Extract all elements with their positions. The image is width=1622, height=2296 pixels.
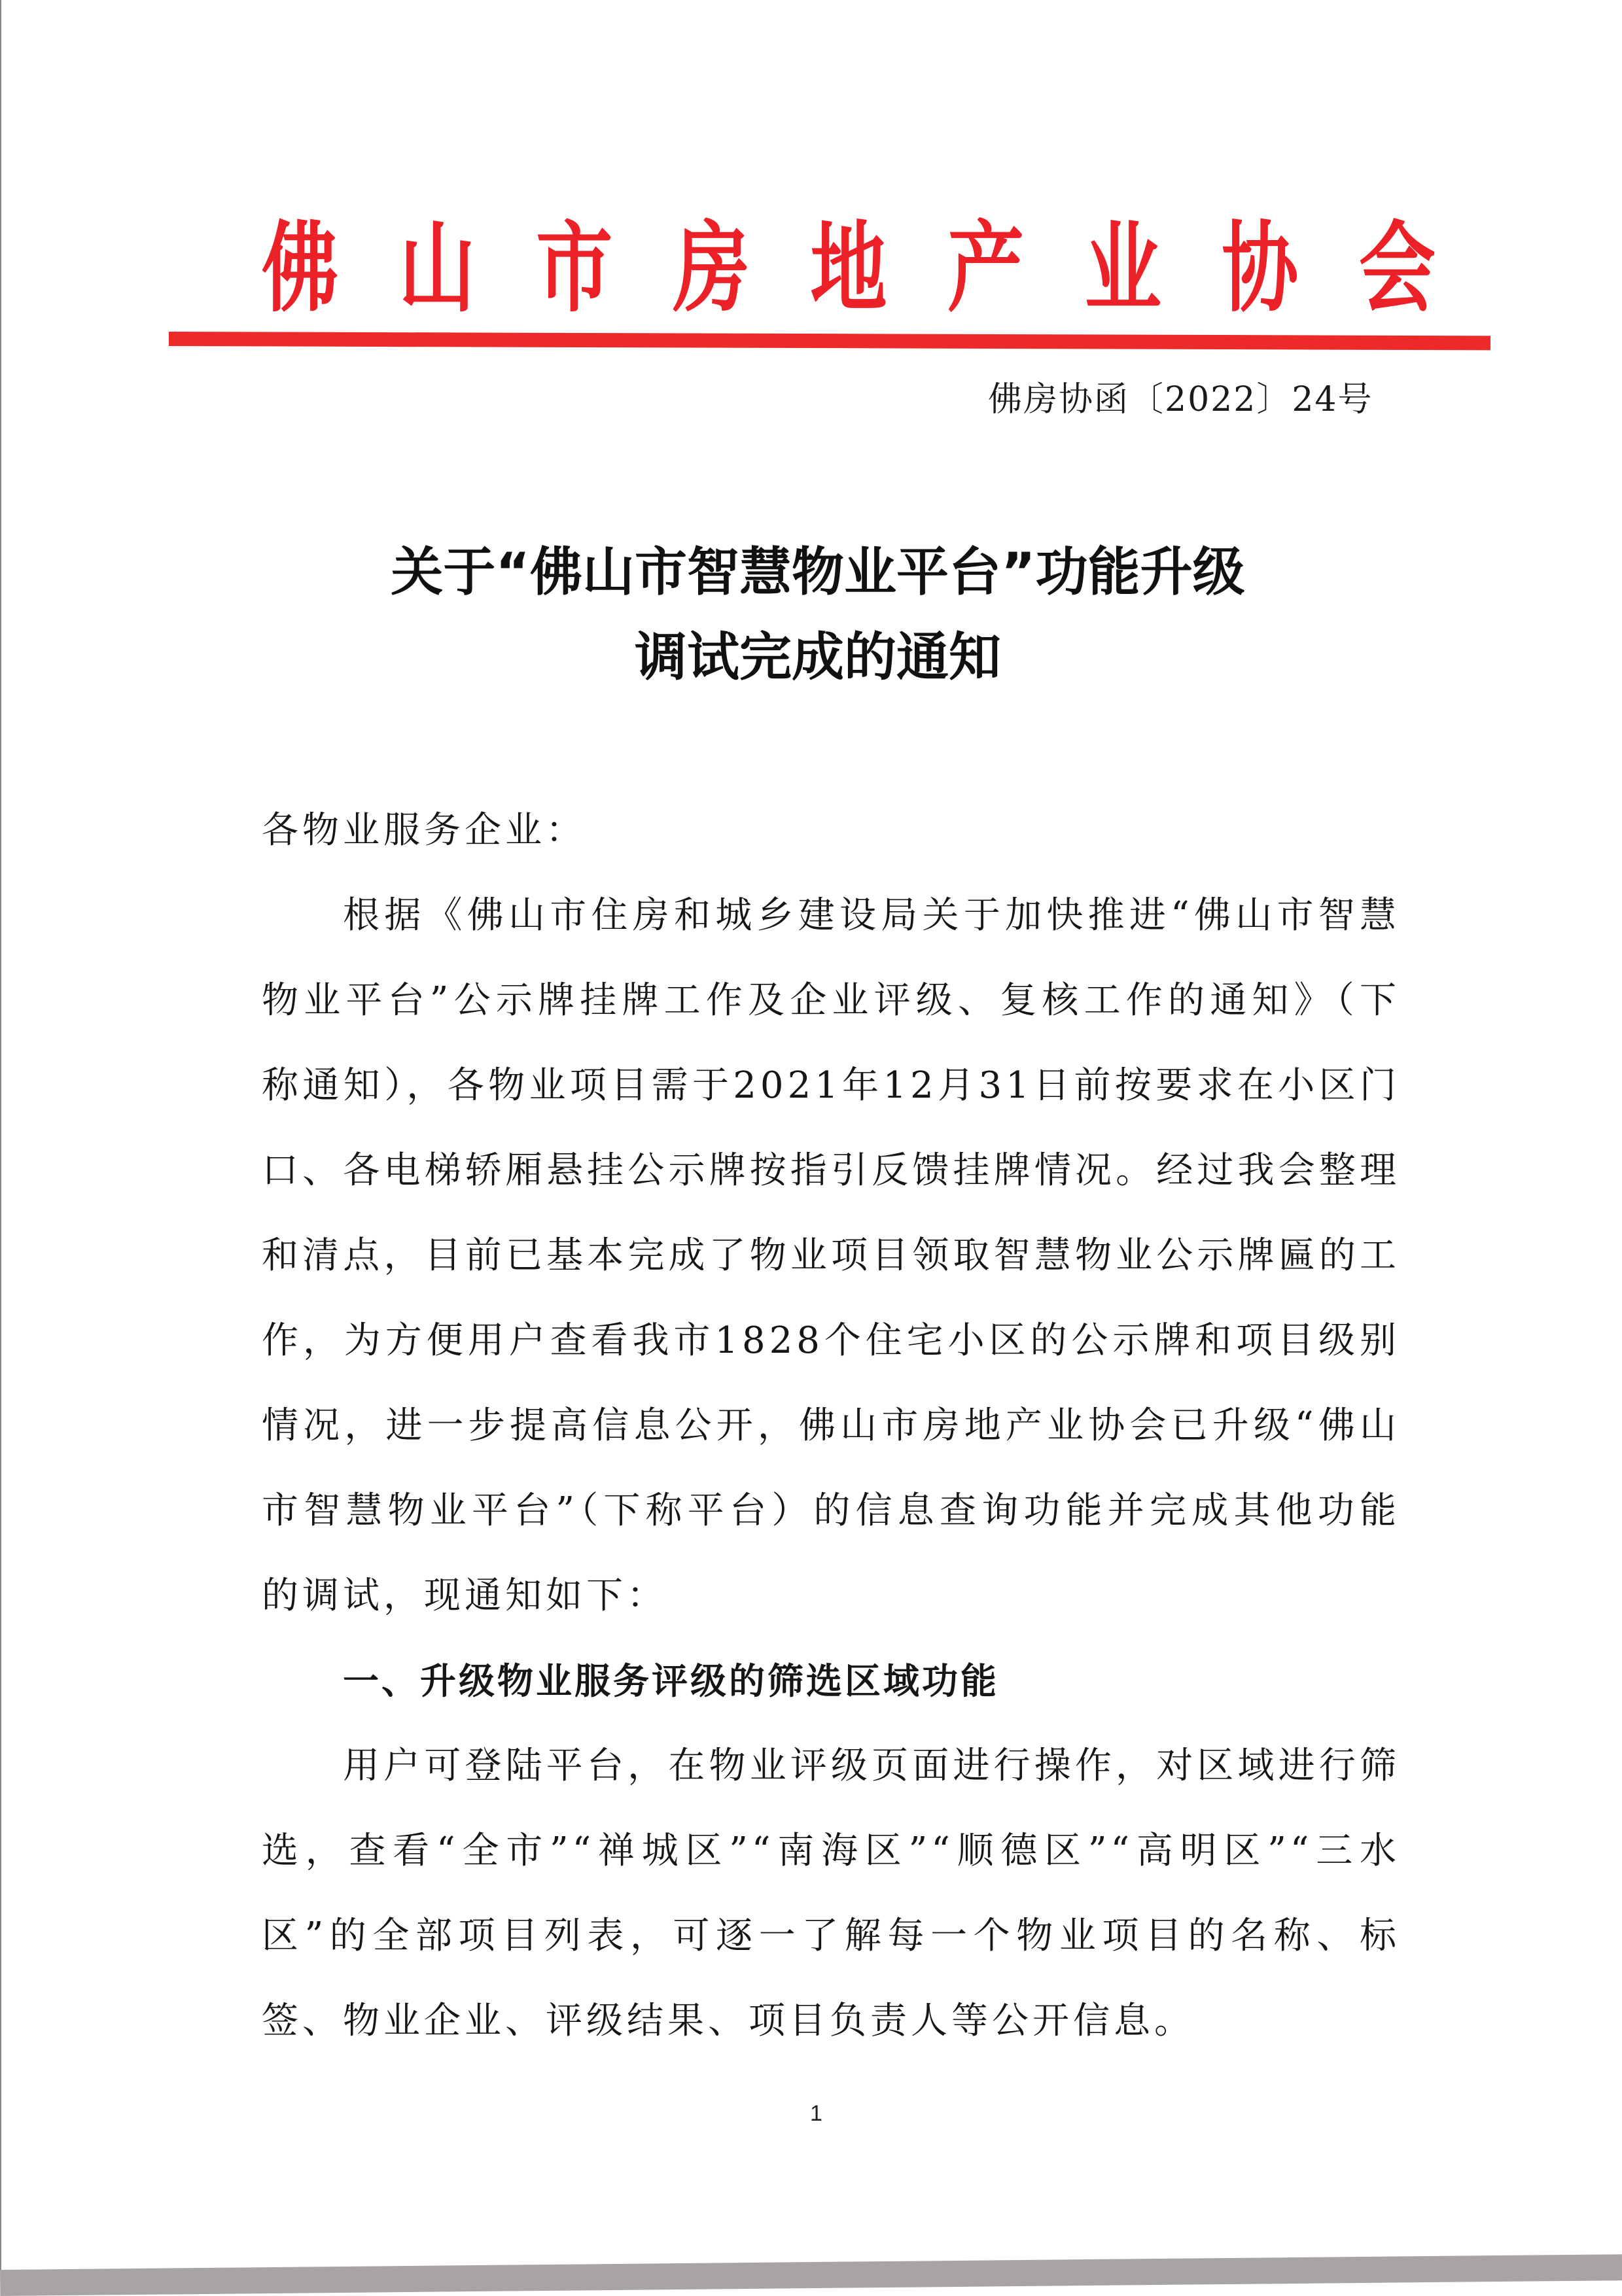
document-title: [262, 530, 1374, 700]
title-line-1: 关于“佛山市智慧物业平台”功能升级: [391, 542, 1245, 602]
letterhead-char: 会: [1358, 211, 1436, 326]
letterhead-char: 地: [810, 211, 887, 326]
body-paragraph-1: 根据《佛山市住房和城乡建设局关于加快推进“佛山市智慧物业平台”公示牌挂牌工作及企业评级、复核工作的通知》（下称通知），各物业项目需于2021年12月31日前按要求在小区门口、各电梯轿厢悬挂公示牌按指引反馈挂牌情况。经过我会整理和清点，目前已基本完成了物业项目领取智慧物业公示牌匾的工作，为方便用户查看我市1828个住宅小区的公示牌和项目级别情况，进一步提高信息公开，佛山市房地产业协会已升级“佛山市智慧物业平台”（下称平台）的信息查询功能并完成其他功能的调试，现通知如下：: [262, 894, 1400, 1617]
letterhead-char: 房: [673, 211, 750, 326]
letterhead-red-divider: [169, 332, 1490, 350]
document-body: [262, 788, 1400, 2064]
page-number: 1: [810, 2101, 822, 2126]
letterhead-char: 市: [536, 211, 613, 326]
letterhead-char: 协: [1222, 211, 1299, 326]
body-paragraph-2: 用户可登陆平台，在物业评级页面进行操作，对区域进行筛选，查看“全市”“禅城区”“南海区”“顺德区”“高明区”“三水区”的全部项目列表，可逐一了解每一个物业项目的名称、标签、物业企业、评级结果、项目负责人等公开信息。: [262, 1745, 1400, 2042]
letterhead-char: 产: [947, 211, 1025, 326]
scan-bottom-shadow: [0, 2254, 1622, 2296]
title-line-2: 调试完成的通知: [635, 627, 1001, 687]
scan-page-edge: [0, 0, 1, 2270]
letterhead-char: 佛: [262, 211, 339, 326]
salutation: 各物业服务企业：: [262, 809, 586, 852]
letterhead-char: 业: [1084, 211, 1161, 326]
letterhead-organization-name: [262, 209, 1436, 327]
section-heading-1: 一、升级物业服务评级的筛选区域功能: [343, 1660, 1000, 1702]
letterhead-char: 山: [398, 211, 476, 326]
document-number: 佛房协函〔2022〕24号: [988, 380, 1373, 419]
